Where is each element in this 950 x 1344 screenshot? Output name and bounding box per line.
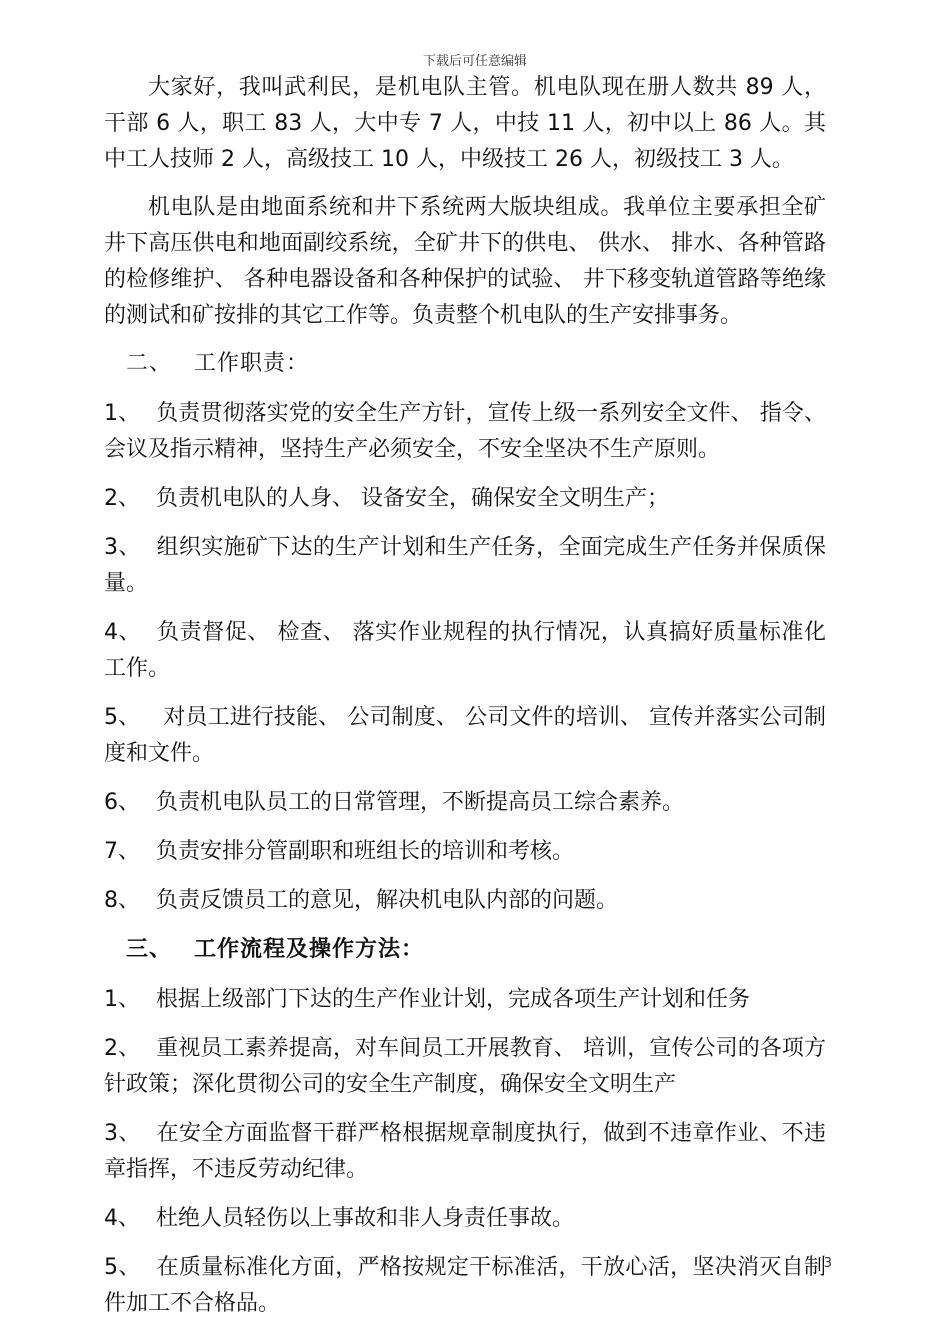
item-number: 3、: [104, 1121, 141, 1146]
section-title: 工作职责：: [194, 351, 310, 376]
item-number: 2、: [104, 486, 140, 511]
duty-item: [104, 700, 826, 772]
intro-paragraph-2: 机电队是由地面系统和井下系统两大版块组成。我单位主要承担全矿井下高压供电和地面副绞系统，全矿井下的供电、 供水、 排水、各种管路的检修维护、 各种电器设备和各种保护的试验、 井下移变轨道管路等绝缘的测试和矿按排的其它工作等。负责整个机电队的生产安排事务。: [104, 195, 826, 328]
document-body: [104, 70, 826, 1335]
section-number: 三、: [126, 937, 173, 962]
duty-item: [104, 481, 826, 517]
item-text: 根据上级部门下达的生产作业计划，完成各项生产计划和任务: [156, 987, 751, 1012]
intro-paragraph-1: 大家好，我叫武利民，是机电队主管。机电队现在册人数共 89 人，干部 6 人，职工 83 人，大中专 7 人，中技 11 人，初中以上 86 人。其中工人技师 2 人，高级技工 10 人，中级技工 26 人，初级技工 3 人。: [104, 75, 826, 172]
workflow-item: [104, 1250, 826, 1322]
duty-item: [104, 396, 826, 468]
item-number: 7、: [104, 839, 140, 864]
item-text: 负责机电队员工的日常管理，不断提高员工综合素养。: [156, 790, 685, 815]
workflow-item: [104, 1031, 826, 1103]
item-number: 4、: [104, 620, 142, 645]
item-text: 组织实施矿下达的生产计划和生产任务，全面完成生产任务并保质保量。: [104, 535, 826, 596]
item-number: 3、: [104, 535, 141, 560]
page-header: 下载后可任意编辑: [422, 54, 527, 69]
item-text: 重视员工素养提高，对车间员工开展教育、 培训，宣传公司的各项方针政策；深化贯彻公司的安全生产制度，确保安全文明生产: [104, 1036, 826, 1097]
item-number: 6、: [104, 790, 140, 815]
duty-item: [104, 883, 826, 919]
workflow-item: [104, 982, 826, 1018]
item-text: 对员工进行技能、 公司制度、 公司文件的培训、 宣传并落实公司制度和文件。: [104, 705, 826, 766]
section-title: 工作流程及操作方法：: [194, 937, 425, 962]
duty-item: [104, 615, 826, 687]
item-text: 在质量标准化方面，严格按规定干标准活，干放心活，坚决消灭自制件加工不合格品。: [104, 1255, 826, 1316]
item-number: 4、: [104, 1206, 140, 1231]
item-number: 1、: [104, 401, 141, 426]
workflow-item: [104, 1201, 826, 1237]
item-number: 1、: [104, 987, 140, 1012]
item-number: 5、: [104, 705, 141, 730]
item-number: 8、: [104, 888, 140, 913]
item-text: 负责反馈员工的意见，解决机电队内部的问题。: [156, 888, 619, 913]
section-heading-workflow: [104, 932, 826, 968]
item-number: 5、: [104, 1255, 141, 1280]
duty-item: [104, 785, 826, 821]
item-number: 2、: [104, 1036, 141, 1061]
section-heading-duties: [104, 346, 826, 382]
duty-item: [104, 530, 826, 602]
section-number: 二、: [126, 351, 173, 376]
duty-item: [104, 834, 826, 870]
item-text: 杜绝人员轻伤以上事故和非人身责任事故。: [156, 1206, 575, 1231]
workflow-item: [104, 1116, 826, 1188]
item-text: 负责督促、 检查、 落实作业规程的执行情况，认真搞好质量标准化工作。: [104, 620, 826, 681]
item-text: 负责机电队的人身、 设备安全，确保安全文明生产；: [156, 486, 669, 511]
item-text: 负责贯彻落实党的安全生产方针，宣传上级一系列安全文件、 指令、 会议及指示精神，坚持生产必须安全，不安全坚决不生产原则。: [104, 401, 826, 462]
item-text: 负责安排分管副职和班组长的培训和考核。: [156, 839, 575, 864]
page-number: 3: [823, 1256, 832, 1271]
item-text: 在安全方面监督干群严格根据规章制度执行，做到不违章作业、不违章指挥，不违反劳动纪律。: [104, 1121, 826, 1182]
